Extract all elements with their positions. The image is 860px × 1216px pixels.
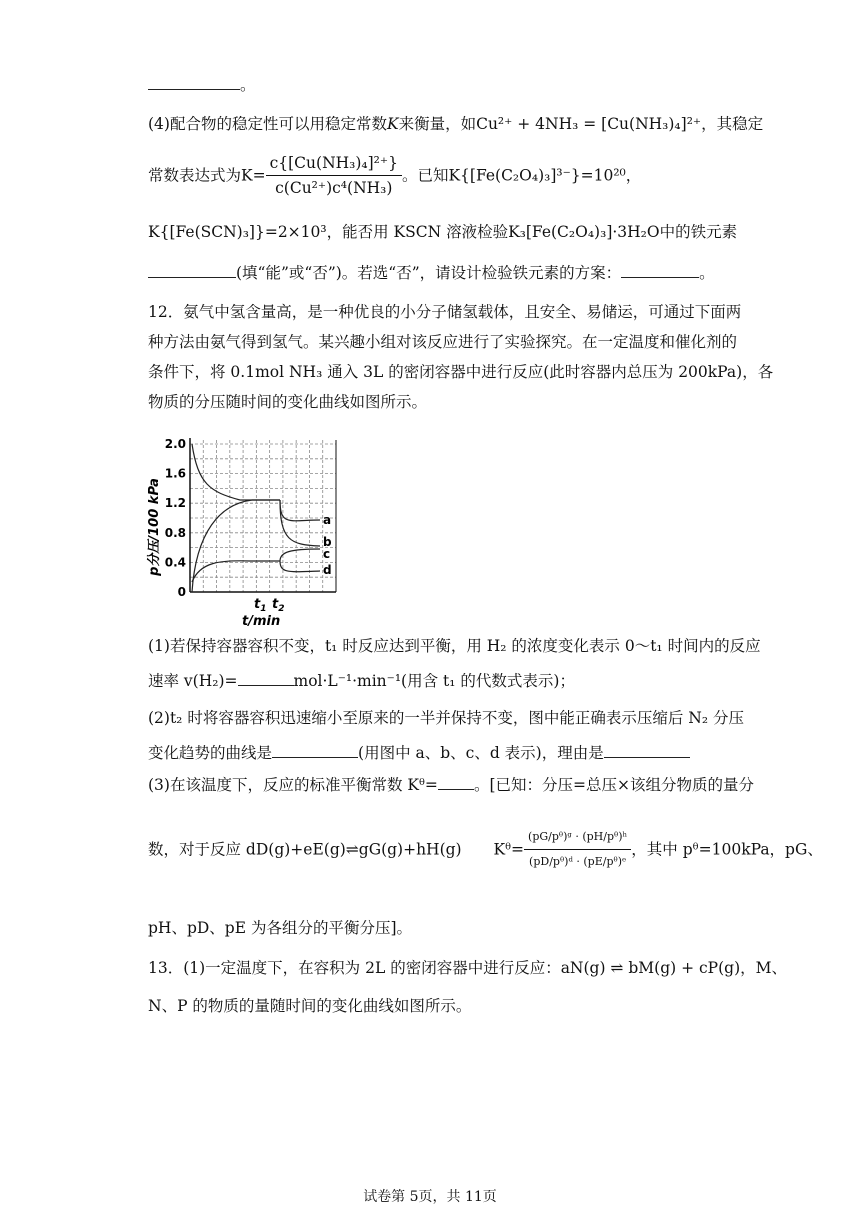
- y-axis-label: p分压/100 kPa: [147, 478, 162, 576]
- y-tick-label: 0: [177, 585, 186, 599]
- stability-constant-fraction: $\frac{\text{c\{[Cu(NH₃)₄]²⁺\}}}{\text{c(Cu²⁺)c⁴(NH₃)}}$: [266, 152, 402, 199]
- q12-line3: 条件下，将 0.1mol NH₃ 通入 3L 的密闭容器中进行反应(此时容器内总压为 200kPa)，各: [148, 363, 774, 381]
- n2-curve: [192, 561, 280, 582]
- q12-line4: 物质的分压随时间的变化曲线如图所示。: [148, 393, 428, 411]
- y-tick-label: 0.4: [164, 555, 186, 570]
- answer-blank[interactable]: [148, 74, 240, 90]
- series-label-b: b: [323, 535, 332, 549]
- q4-line3: K{[Fe(SCN)₃]}=2×10³，能否用 KSCN 溶液检验K₃[Fe(C₂O₄)₃]·3H₂O中的铁元素: [148, 223, 738, 241]
- q12-s3-line3: pH、pD、pE 为各组分的平衡分压]。: [148, 919, 413, 937]
- q12-s3-line2: 数，对于反应 dD(g)+eE(g)⇌gG(g)+hH(g) Kᶿ= $\frac{\text{(pG/pᶿ)ᵍ · (pH/pᶿ)ʰ}}{\text{(pD/pᶿ)ᵈ · (pE/pᶿ)ᵉ}}$ ，其中 pᶿ=100kPa，pG、: [148, 826, 823, 873]
- complex-equation: Cu²⁺ + 4NH₃ = [Cu(NH₃)₄]²⁺: [476, 115, 702, 133]
- page-footer: 试卷第 5页，共 11页: [363, 1189, 497, 1205]
- q12-s3-line1: (3)在该温度下，反应的标准平衡常数 Kᶿ= 。[已知：分压=总压×该组分物质的量分: [148, 776, 754, 794]
- x-tick-t2: $t_2$: [272, 597, 285, 614]
- answer-blank[interactable]: [238, 670, 294, 686]
- q13-line2: N、P 的物质的量随时间的变化曲线如图所示。: [148, 997, 472, 1015]
- q12-s2-line2: 变化趋势的曲线是 (用图中 a、b、c、d 表示)，理由是: [148, 742, 690, 763]
- y-tick-label: 2.0: [164, 437, 186, 451]
- partial-pressure-chart: [140, 432, 350, 630]
- series-label-c: c: [323, 547, 331, 561]
- y-tick-label: 1.6: [164, 466, 186, 481]
- answer-blank[interactable]: [438, 774, 474, 790]
- y-tick-label: 1.2: [164, 496, 186, 511]
- series-label-a: a: [323, 513, 332, 527]
- answer-line-prev: 。: [148, 74, 256, 95]
- q12-s2-line1: (2)t₂ 时将容器容积迅速缩小至原来的一半并保持不变，图中能正确表示压缩后 N₂ 分压: [148, 709, 744, 727]
- q4-line2: 常数表达式为K= $\frac{\text{c\{[Cu(NH₃)₄]²⁺\}}}{\text{c(Cu²⁺)c⁴(NH₃)}}$ 。已知K{[Fe(C₂O₄)₃]³⁻}=10²⁰，: [148, 154, 642, 197]
- q12-line2: 种方法由氨气得到氢气。某兴趣小组对该反应进行了实验探究。在一定温度和催化剂的: [148, 333, 738, 351]
- q12-line1: 12．氨气中氢含量高，是一种优良的小分子储氢载体，且安全、易储运，可通过下面两: [148, 303, 742, 321]
- answer-blank[interactable]: [272, 742, 358, 758]
- q4-line1: (4)配合物的稳定性可以用稳定常数K来衡量，如Cu²⁺ + 4NH₃ = [Cu(NH₃)₄]²⁺，其稳定: [148, 115, 764, 133]
- y-tick-label: 0.8: [164, 525, 186, 540]
- series-label-d: d: [323, 563, 332, 577]
- x-tick-t1: $t_1$: [254, 597, 267, 614]
- answer-blank[interactable]: [621, 262, 699, 278]
- q12-s1-line2: 速率 v(H₂)= mol·L⁻¹·min⁻¹(用含 t₁ 的代数式表示)；: [148, 672, 575, 690]
- curve-c: [280, 549, 320, 561]
- x-axis-label: t/min: [242, 614, 281, 629]
- answer-blank[interactable]: [148, 262, 236, 278]
- nh3-curve: [192, 444, 280, 500]
- q13-line1: 13．(1)一定温度下，在容积为 2L 的密闭容器中进行反应：aN(g) ⇌ bM(g) + cP(g)，M、: [148, 959, 787, 977]
- curve-b: [280, 500, 320, 546]
- q12-s1-line1: (1)若保持容器容积不变，t₁ 时反应达到平衡，用 H₂ 的浓度变化表示 0～t₁ 时间内的反应: [148, 637, 761, 655]
- q4-line4: (填“能”或“否”)。若选“否”，请设计检验铁元素的方案： 。: [148, 262, 715, 283]
- h2-curve: [192, 500, 280, 592]
- answer-blank[interactable]: [604, 742, 690, 758]
- standard-constant-fraction: $\frac{\text{(pG/pᶿ)ᵍ · (pH/pᶿ)ʰ}}{\text{(pD/pᶿ)ᵈ · (pE/pᶿ)ᵉ}}$: [524, 826, 631, 873]
